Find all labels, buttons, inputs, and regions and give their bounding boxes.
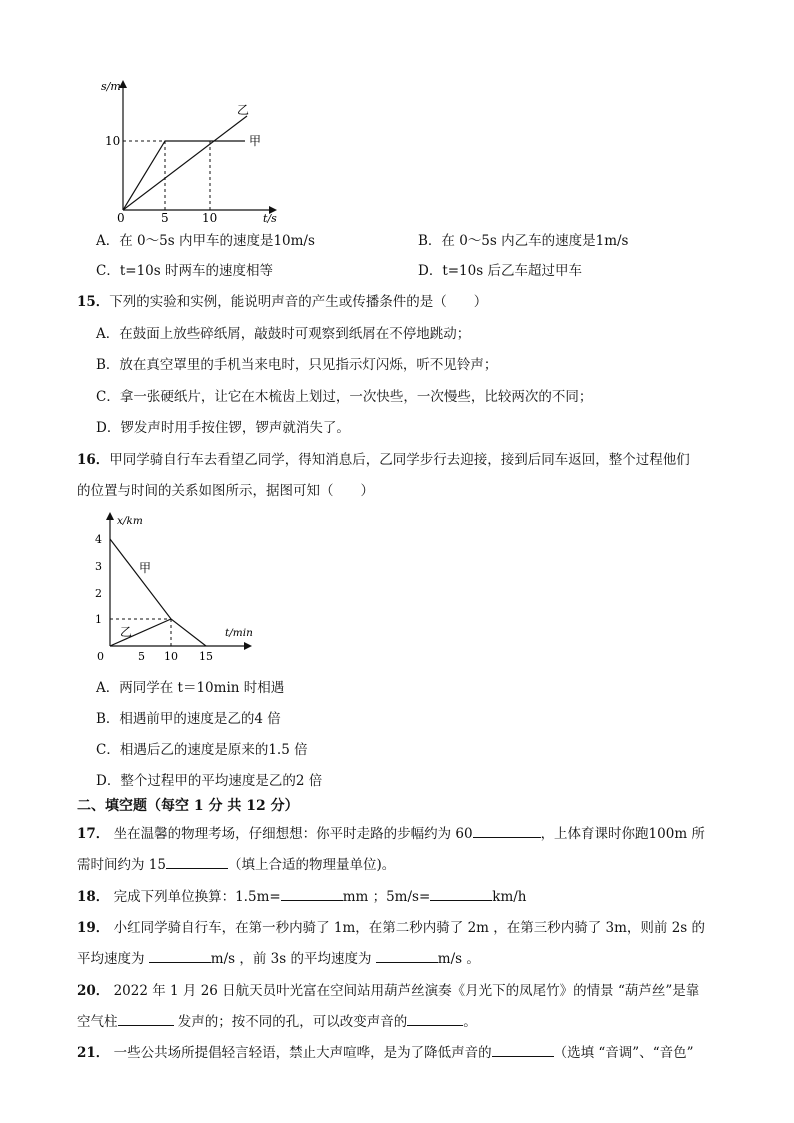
q16-option-b: B．相遇前甲的速度是乙的4 倍 <box>96 711 281 727</box>
q14-option-d: D．t=10s 后乙车超过甲车 <box>418 263 582 279</box>
q15-stem <box>77 290 487 310</box>
y-tick-4: 4 <box>95 533 102 546</box>
q19-text-d: m/s 。 <box>437 951 480 967</box>
q21-text-b: （选填 “音调”、“音色” <box>553 1045 694 1061</box>
q19-text-b: 平均速度为 <box>77 951 145 967</box>
q16-stem-line1 <box>77 448 690 468</box>
q15-number: 15． <box>77 294 110 310</box>
q20-text-c: 发声的；按不同的孔，可以改变声音的 <box>177 1014 408 1030</box>
y-tick-3: 3 <box>95 560 102 573</box>
q16-number: 16． <box>77 452 110 468</box>
y-axis-label: x/km <box>117 515 143 527</box>
y-tick-2: 2 <box>95 587 102 600</box>
q21-text-a: 一些公共场所提倡轻言轻语，禁止大声喧哗，是为了降低声音的 <box>113 1045 492 1061</box>
q20-text-b: 空气柱 <box>77 1014 118 1030</box>
line-jia <box>123 141 245 210</box>
q17-blank-1[interactable] <box>473 824 541 838</box>
x-axis-label: t/min <box>225 627 253 639</box>
x-tick-0: 0 <box>117 211 125 223</box>
x-tick-15: 15 <box>199 650 213 663</box>
q17-blank-2[interactable] <box>166 855 228 869</box>
q20-blank-2[interactable] <box>407 1012 463 1026</box>
q20-number: 20． <box>77 983 110 999</box>
q18-text-b: mm ；5m/s= <box>342 889 431 905</box>
q18-text-c: km/h <box>492 889 527 905</box>
q18-blank-2[interactable] <box>430 887 492 901</box>
q18-number: 18． <box>77 889 110 905</box>
q17-line2 <box>77 853 395 873</box>
q18-text-a: 完成下列单位换算：1.5m= <box>113 889 281 905</box>
y-axis-arrow <box>106 512 114 520</box>
q17-text-d: （填上合适的物理量单位)。 <box>227 857 396 873</box>
x-tick-5: 5 <box>138 650 145 663</box>
q16-stem-line2: 的位置与时间的关系如图所示，据图可知（ ） <box>77 483 374 499</box>
q19-blank-1[interactable] <box>149 949 211 963</box>
q15-option-c: C．拿一张硬纸片，让它在木梳齿上划过，一次快些，一次慢些，比较两次的不同； <box>96 389 593 405</box>
q16-option-a: A．两同学在 t＝10min 时相遇 <box>96 680 285 696</box>
q17-text-b: ，上体育课时你跑100m 所 <box>540 826 705 842</box>
line-jia-label: 甲 <box>139 561 152 575</box>
q19-number: 19． <box>77 920 110 936</box>
q15-option-b: B．放在真空罩里的手机当来电时，只见指示灯闪烁，听不见铃声； <box>96 357 498 373</box>
q19-blank-2[interactable] <box>376 949 438 963</box>
q19-text-a: 小红同学骑自行车，在第一秒内骑了 1m，在第二秒内骑了 2m ，在第三秒内骑了 3m，则前 2s 的 <box>113 920 706 936</box>
section-heading: 二、填空题（每空 1 分 共 12 分） <box>77 798 299 814</box>
q17-text-a: 坐在温馨的物理考场，仔细想想：你平时走路的步幅约为 60 <box>113 826 473 842</box>
q18-line <box>77 885 527 905</box>
x-tick-5: 5 <box>161 211 169 223</box>
x-tick-0: 0 <box>97 650 104 663</box>
line-jia-label: 甲 <box>249 134 262 148</box>
q20-line2 <box>77 1010 477 1030</box>
line-yi-label: 乙 <box>237 103 250 117</box>
q20-text-a: 2022 年 1 月 26 日航天员叶光富在空间站用葫芦丝演奏《月光下的凤尾竹》的情景 “葫芦丝”是靠 <box>113 983 700 999</box>
q16-option-c: C．相遇后乙的速度是原来的1.5 倍 <box>96 742 308 758</box>
q20-line1 <box>77 979 699 999</box>
q19-line2 <box>77 947 480 967</box>
q17-text-c: 需时间约为 15 <box>77 857 166 873</box>
q21-line1 <box>77 1041 694 1061</box>
q21-number: 21． <box>77 1045 110 1061</box>
q15-option-d: D．锣发声时用手按住锣，锣声就消失了。 <box>96 420 350 436</box>
q20-blank-1[interactable] <box>118 1012 174 1026</box>
x-t-graph <box>90 508 260 666</box>
y-tick-10: 10 <box>105 134 121 148</box>
line-yi <box>123 116 247 210</box>
q20-text-d: 。 <box>463 1014 477 1030</box>
q17-line1 <box>77 822 705 842</box>
line-yi-label: 乙 <box>120 625 133 639</box>
y-axis-label: s/m <box>101 80 121 93</box>
x-tick-10: 10 <box>164 650 178 663</box>
q14-option-b: B．在 0～5s 内乙车的速度是1m/s <box>418 233 629 249</box>
x-axis-arrow <box>244 642 252 650</box>
x-axis-label: t/s <box>263 212 277 223</box>
q19-text-c: m/s ，前 3s 的平均速度为 <box>210 951 372 967</box>
q19-line1 <box>77 916 705 936</box>
q15-stem-text: 下列的实验和实例，能说明声音的产生或传播条件的是（ ） <box>109 294 488 310</box>
q21-blank-1[interactable] <box>492 1043 554 1057</box>
q16-option-d: D．整个过程甲的平均速度是乙的2 倍 <box>96 773 323 789</box>
y-tick-1: 1 <box>95 613 102 626</box>
s-t-graph <box>95 78 295 223</box>
x-tick-10: 10 <box>202 211 218 223</box>
q16-stem-text1: 甲同学骑自行车去看望乙同学，得知消息后，乙同学步行去迎接，接到后同车返回，整个过程他们 <box>109 452 690 468</box>
q15-option-a: A．在鼓面上放些碎纸屑，敲鼓时可观察到纸屑在不停地跳动； <box>96 326 471 342</box>
q17-number: 17． <box>77 826 110 842</box>
q14-option-c: C．t=10s 时两车的速度相等 <box>96 263 273 279</box>
q14-option-a: A．在 0～5s 内甲车的速度是10m/s <box>96 233 315 249</box>
q18-blank-1[interactable] <box>281 887 343 901</box>
